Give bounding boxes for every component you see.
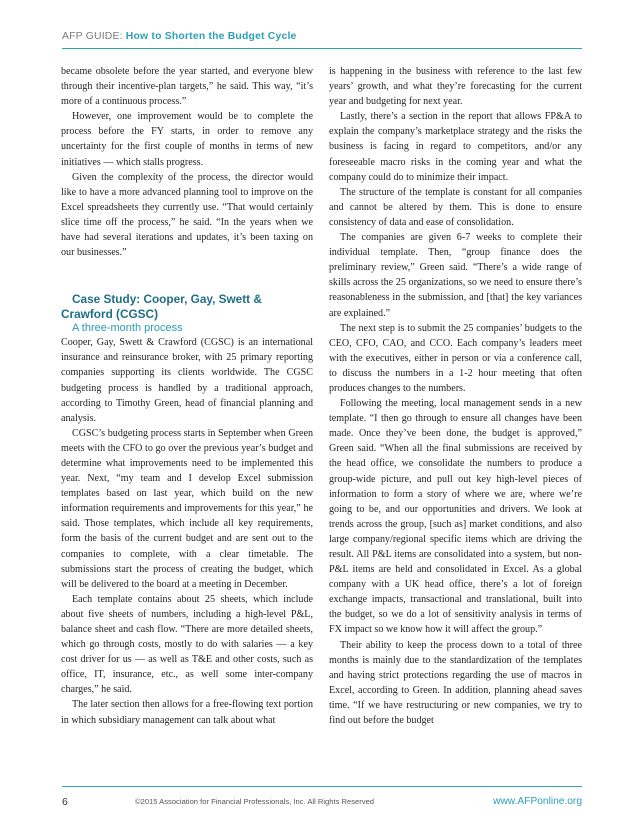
page-footer (62, 796, 582, 810)
body-paragraph: Their ability to keep the process down to a total of three months is mainly due to the standardization of the templates and having strict protections regarding the use of macros in Excel, according to Green. In addition, planning ahead saves time. “If we have restructuring or new companies, we try to find out before the budget (329, 639, 582, 727)
footer-divider (62, 786, 582, 787)
body-paragraph: However, one improvement would be to complete the process before the FY starts, in order to remove any uncertainty for the first couple of months in terms of new initiatives — which stalls progress. (61, 111, 313, 168)
header-label: AFP GUIDE: (62, 31, 123, 42)
body-paragraph: The companies are given 6-7 weeks to complete their individual template. Then, “group finance does the preliminary review,” Green said. “There’s a wide range of skills across the 25 organizations, so we need to ensure there’s reasonableness in the submission, and [that] the key variances are explained.” (329, 232, 582, 319)
case-study-subheading: A three-month process (72, 322, 183, 335)
left-column (61, 64, 313, 728)
body-paragraph: Given the complexity of the process, the director would like to have a more advanced planning tool to improve on the Excel spreadsheets they currently use. “That would certainly slice time off the process,” he said. “In the years when we have had several iterations and updates, it’s been taxing on our businesses.” (61, 171, 313, 259)
header-divider (62, 48, 582, 49)
header-title: How to Shorten the Budget Cycle (125, 31, 297, 42)
page-number: 6 (62, 796, 68, 808)
body-paragraph: is happening in the business with reference to the last few years’ growth, and what they’re forecasting for the current year and budgeting for next year. (329, 66, 582, 108)
right-column (329, 64, 582, 728)
body-paragraph: The next step is to submit the 25 companies’ budgets to the CEO, CFO, CAO, and CCO. Each company’s leaders meet with the executives, either in person or via a conference call, to discuss the numbers in a 1-2 hour meeting that often produces changes to the numbers. (329, 322, 582, 394)
body-paragraph: Cooper, Gay, Swett & Crawford (CGSC) is an international insurance and reinsurance broker, with 25 primary reporting companies supporting its clients worldwide. The CGSC budgeting process is handled by a traditional approach, according to Timothy Green, head of financial planning and analysis. (61, 337, 313, 424)
body-paragraph: Lastly, there’s a section in the report that allows FP&A to explain the company’s marketplace strategy and the risks the business is facing in regard to competitors, and/or any foreseeable macro risks in the coming year and what the company could do to minimize their impact. (329, 111, 582, 183)
case-study-heading: Case Study: Cooper, Gay, Swett & Crawford (CGSC) (61, 292, 262, 321)
website-link[interactable]: www.AFPonline.org (493, 796, 582, 807)
running-header (62, 31, 598, 42)
body-paragraph: The structure of the template is constant for all companies and cannot be altered by them. This is done to ensure consistency of data and ease of consolidation. (329, 186, 582, 228)
body-paragraph: became obsolete before the year started, and everyone blew through their incentive-plan targets,” he said. This way, “it’s more of a continuous process.” (61, 66, 313, 108)
section-spacer (61, 260, 313, 292)
body-paragraph: Following the meeting, local management sends in a new template. “I then go through to ensure all changes have been made. Once they’ve been done, the budget is approved,” Green said. “When all the final submissions are received by the head office, we consolidate the numbers to produce a group-wide picture, and pull out key high-level pieces of information to form a story of where we are, where we’re going to be, and our opportunities and drivers. We look at trends across the group, [such as] market conditions, and also large company/regional specific items which are driving the result. All P&L items are consolidated into a system, but non-P&L items are held and consolidated in Excel. As a global company with a UK head office, there’s a lot of foreign exchange impacts, transactional and translational, built into the budget, so we do a lot of sensitivity analysis in terms of FX impact so we know how it will affect the group.” (329, 398, 582, 636)
body-paragraph: The later section then allows for a free-flowing text portion in which subsidiary management can talk about what (61, 699, 313, 726)
body-paragraph: CGSC’s budgeting process starts in September when Green meets with the CFO to go over the previous year’s budget and determine what improvements need to be implemented this year. Next, “my team and I develop Excel submission templates based on last year, which build on the new information requirements and improvements for this year,” he said. Those templates, which include all key requirements, form the basis of the current budget and are sent out to the companies to complete, with a clear timetable. The submissions start the process of creating the budget, which will be delivered to the board at a meeting in December. (61, 427, 313, 590)
copyright-notice: ©2015 Association for Financial Professionals, Inc. All Rights Reserved (135, 797, 375, 806)
body-paragraph: Each template contains about 25 sheets, which include about five sheets of numbers, including a high-level P&L, balance sheet and cash flow. “There are more detailed sheets, which go through costs, mostly to do with salaries — a key cost driver for us — as well as T&E and other costs, such as office, IT, insurance, etc., as well some inter-company charges,” he said. (61, 593, 313, 696)
